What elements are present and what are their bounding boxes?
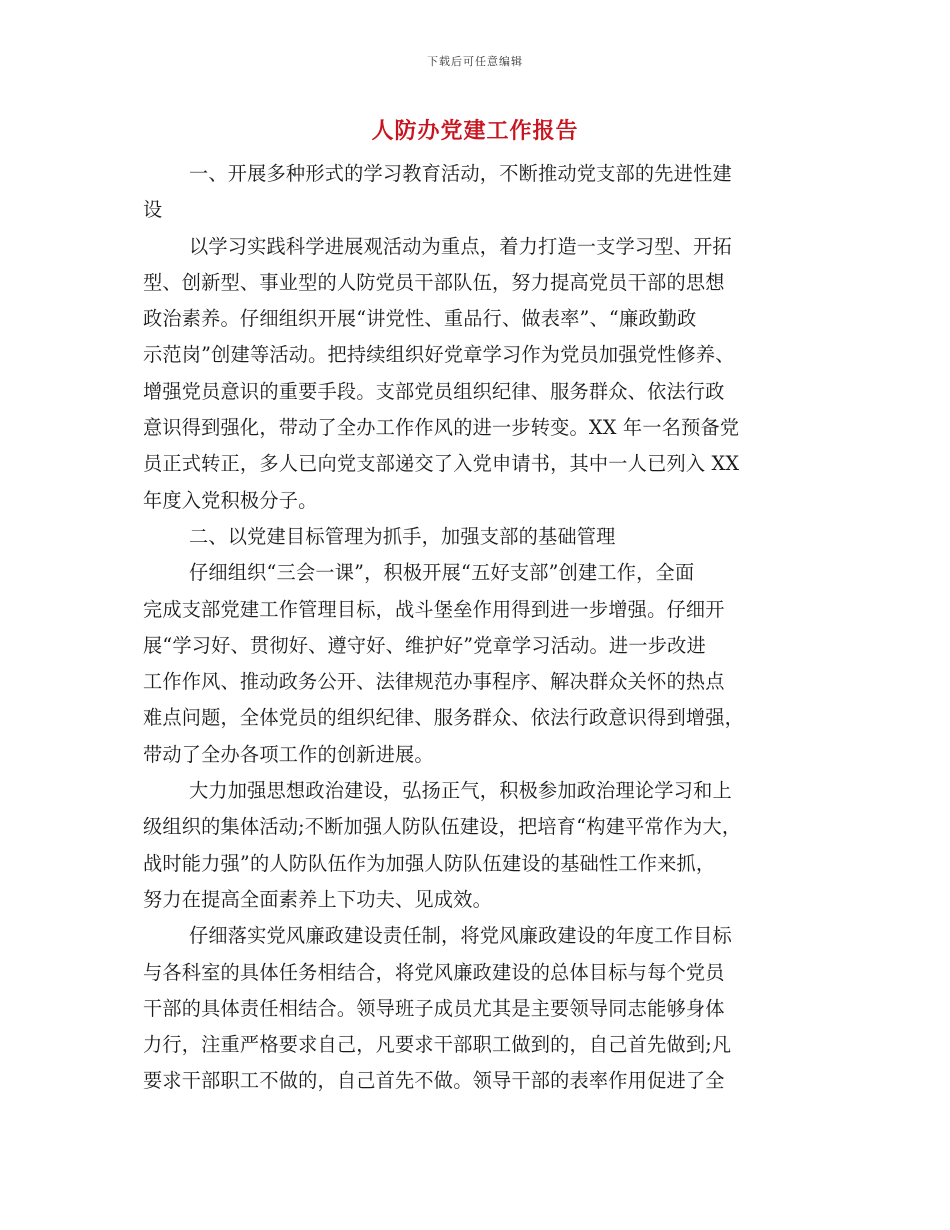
text-line: 以学习实践科学进展观活动为重点，着力打造一支学习型、开拓: [189, 234, 732, 258]
document-body: [143, 158, 815, 1102]
text-line: 年度入党积极分子。: [143, 488, 318, 512]
text-line: 员正式转正，多人已向党支部递交了入党申请书，其中一人已列入 XX: [143, 452, 740, 476]
text-line: 带动了全办各项工作的创新进展。: [143, 742, 434, 766]
text-line: 意识得到强化，带动了全办工作作风的进一步转变。XX 年一名预备党: [143, 416, 740, 440]
text-line: 仔细组织“三会一课”，积极开展“五好支部”创建工作，全面: [189, 561, 695, 585]
text-line: 完成支部党建工作管理目标，战斗堡垒作用得到进一步增强。仔细开: [143, 597, 725, 621]
text-line: 一、开展多种形式的学习教育活动，不断推动党支部的先进性建: [189, 162, 732, 185]
text-line: 干部的具体责任相结合。领导班子成员尤其是主要领导同志能够身体: [143, 996, 725, 1020]
text-line: 战时能力强”的人防队伍作为加强人防队伍建设的基础性工作来抓，: [143, 851, 716, 875]
text-line: 力行，注重严格要求自己，凡要求干部职工做到的，自己首先做到;凡: [143, 1033, 732, 1057]
text-line: 设: [143, 198, 163, 222]
text-line: 工作作风、推动政务公开、法律规范办事程序、解决群众关怀的热点: [143, 670, 725, 694]
text-line: 政治素养。仔细组织开展“讲党性、重品行、做表率”、“廉政勤政: [143, 307, 697, 331]
text-line: 与各科室的具体任务相结合，将党风廉政建设的总体目标与每个党员: [143, 960, 725, 984]
document-title: 人防办党建工作报告: [371, 118, 579, 144]
text-line: 型、创新型、事业型的人防党员干部队伍，努力提高党员干部的思想: [143, 270, 725, 294]
text-line: 增强党员意识的重要手段。支部党员组织纪律、服务群众、依法行政: [143, 379, 725, 403]
text-line: 大力加强思想政治建设，弘扬正气，积极参加政治理论学习和上: [189, 779, 732, 803]
text-line: 要求干部职工不做的，自己首先不做。领导干部的表率作用促进了全: [143, 1069, 725, 1093]
text-line: 示范岗”创建等活动。把持续组织好党章学习作为党员加强党性修养、: [143, 343, 735, 367]
text-line: 努力在提高全面素养上下功夫、见成效。: [143, 887, 492, 911]
text-line: 展“学习好、贯彻好、遵守好、维护好”党章学习活动。进一步改进: [143, 633, 706, 657]
page-header-note: 下载后可任意编辑: [427, 55, 523, 68]
text-line: 级组织的集体活动;不断加强人防队伍建设，把培育“构建平常作为大，: [143, 815, 742, 839]
text-line: 二、以党建目标管理为抓手，加强支部的基础管理: [189, 524, 616, 548]
text-line: 仔细落实党风廉政建设责任制，将党风廉政建设的年度工作目标: [189, 924, 732, 948]
text-line: 难点问题，全体党员的组织纪律、服务群众、依法行政意识得到增强，: [143, 706, 745, 730]
